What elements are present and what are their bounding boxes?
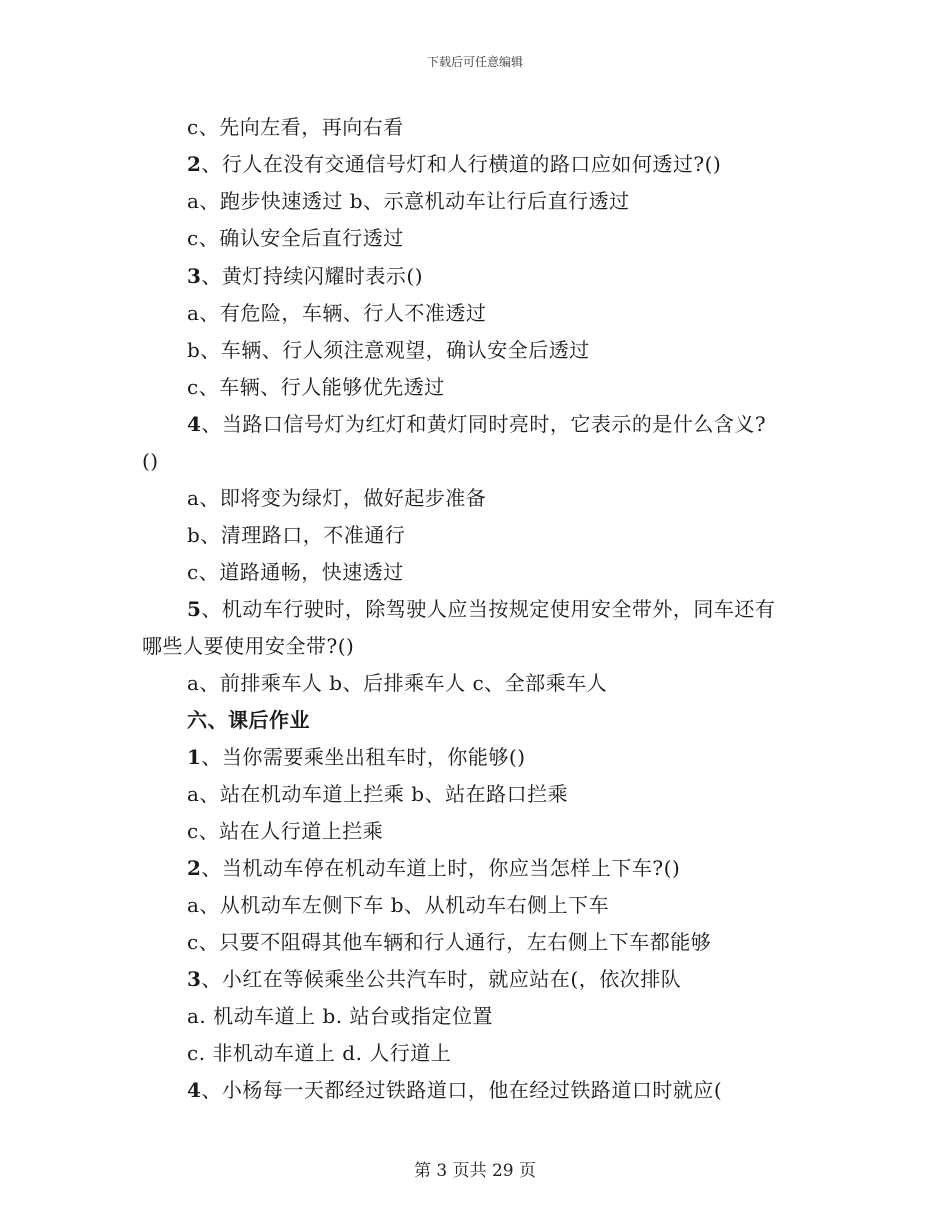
text-line <box>187 929 711 955</box>
line-text: a、跑步快速透过 b、示意机动车让行后直行透过 <box>187 189 630 213</box>
text-line <box>187 522 405 548</box>
line-text: 、行人在没有交通信号灯和人行横道的路口应如何透过?() <box>201 152 722 176</box>
line-text: a、站在机动车道上拦乘 b、站在路口拦乘 <box>187 782 569 806</box>
text-line <box>187 337 590 363</box>
line-text: a、即将变为绿灯，做好起步准备 <box>187 486 487 510</box>
item-number: 5 <box>187 597 202 621</box>
question-5-line <box>187 596 775 622</box>
line-text: a. 机动车道上 b. 站台或指定位置 <box>187 1004 494 1028</box>
line-text: b、车辆、行人须注意观望，确认安全后透过 <box>187 338 590 362</box>
line-text: c、站在人行道上拦乘 <box>187 819 384 843</box>
text-line <box>187 1003 493 1029</box>
text-line <box>187 781 568 807</box>
homework-2-line <box>187 855 680 881</box>
text-line <box>187 485 486 511</box>
line-text: 、机动车行驶时，除驾驶人应当按规定使用安全带外，同车还有 <box>201 597 776 621</box>
text-line <box>187 188 630 214</box>
text-line <box>187 818 383 844</box>
homework-1-line <box>187 744 526 770</box>
line-text: c、车辆、行人能够优先透过 <box>187 375 445 399</box>
item-number: 3 <box>187 967 202 991</box>
item-number: 4 <box>187 1078 202 1102</box>
text-line <box>187 559 404 585</box>
line-text: c、只要不阻碍其他车辆和行人通行，左右侧上下车都能够 <box>187 930 712 954</box>
text-line <box>187 225 404 251</box>
line-text: c、道路通畅，快速透过 <box>187 560 404 584</box>
line-text: c、先向左看，再向右看 <box>187 115 404 139</box>
text-line <box>187 114 404 140</box>
line-text: 、当机动车停在机动车道上时，你应当怎样上下车?() <box>201 856 681 880</box>
line-text: c. 非机动车道上 d. 人行道上 <box>187 1041 452 1065</box>
homework-3-line <box>187 966 681 992</box>
line-text: 、小红在等候乘坐公共汽车时，就应站在(，依次排队 <box>201 967 682 991</box>
line-text: a、有危险，车辆、行人不准透过 <box>187 301 487 325</box>
text-line <box>187 892 609 918</box>
item-number: 3 <box>187 264 202 288</box>
text-line <box>187 374 445 400</box>
line-text: a、前排乘车人 b、后排乘车人 c、全部乘车人 <box>187 671 608 695</box>
item-number: 2 <box>187 152 202 176</box>
item-number: 2 <box>187 856 202 880</box>
line-text: 、当路口信号灯为红灯和黄灯同时亮时，它表示的是什么含义? <box>201 412 767 436</box>
item-number: 1 <box>187 745 202 769</box>
page-header: 下载后可任意编辑 <box>426 55 523 69</box>
text-line <box>142 633 354 659</box>
line-text: 六、课后作业 <box>187 708 310 732</box>
line-text: 哪些人要使用安全带?() <box>142 634 355 658</box>
line-text: () <box>142 449 159 473</box>
line-text: 、小杨每一天都经过铁路道口，他在经过铁路道口时就应( <box>201 1078 723 1102</box>
text-line <box>187 1040 451 1066</box>
question-3-line <box>187 263 423 289</box>
question-2-line <box>187 151 721 177</box>
line-text: c、确认安全后直行透过 <box>187 226 404 250</box>
text-line <box>142 448 159 474</box>
item-number: 4 <box>187 412 202 436</box>
text-line <box>187 670 607 696</box>
question-4-line <box>187 411 766 437</box>
line-text: 、当你需要乘坐出租车时，你能够() <box>201 745 526 769</box>
text-line <box>187 300 486 326</box>
line-text: 、黄灯持续闪耀时表示() <box>201 264 424 288</box>
line-text: a、从机动车左侧下车 b、从机动车右侧上下车 <box>187 893 610 917</box>
line-text: b、清理路口，不准通行 <box>187 523 406 547</box>
page-footer: 第 3 页共 29 页 <box>413 1161 537 1181</box>
homework-4-line <box>187 1077 722 1103</box>
section-heading <box>187 707 310 733</box>
